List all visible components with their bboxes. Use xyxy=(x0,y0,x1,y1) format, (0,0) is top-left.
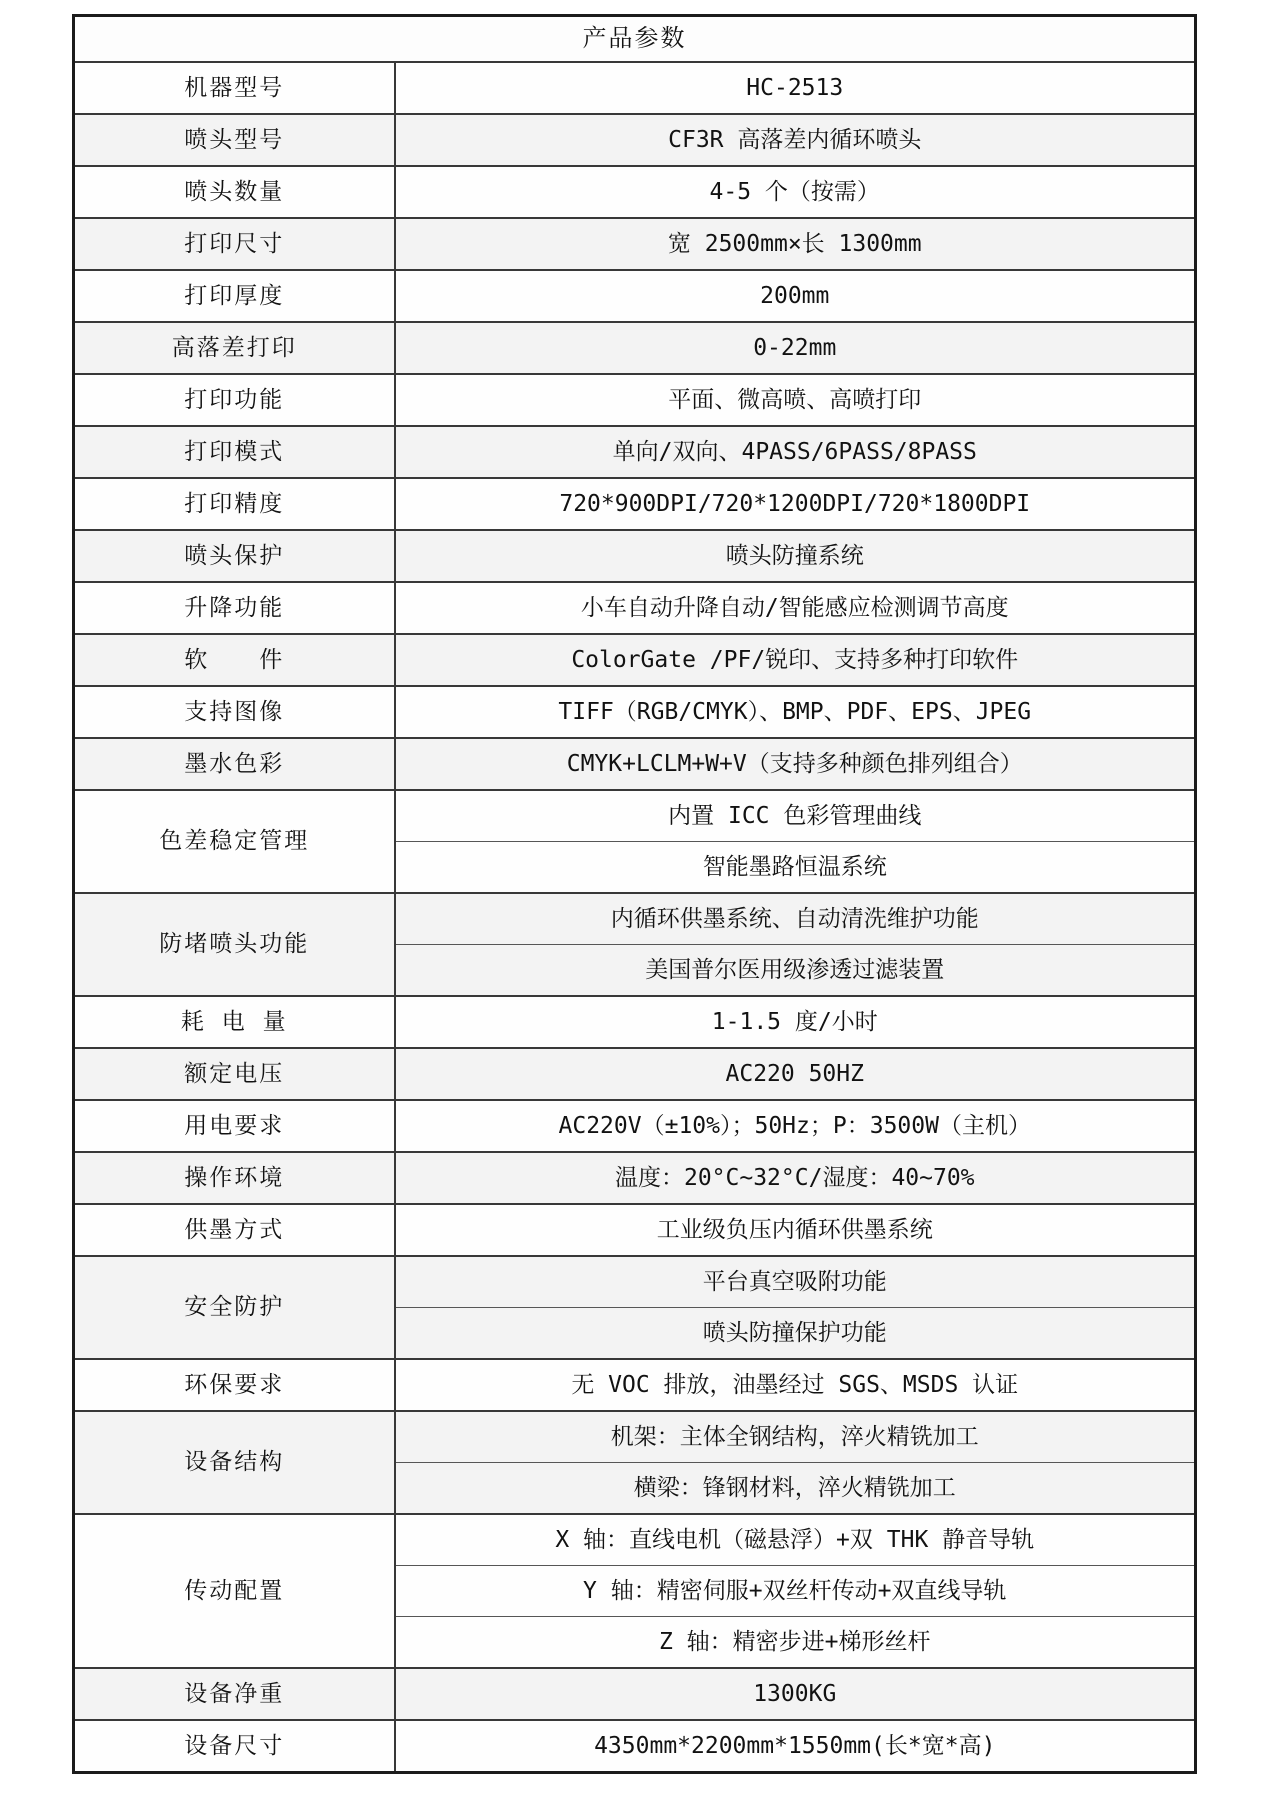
table-row xyxy=(74,478,1196,530)
spec-value-cell: 4350mm*2200mm*1550mm(长*宽*高) xyxy=(395,1720,1196,1773)
spec-label-cell: 设备净重 xyxy=(74,1668,395,1720)
spec-value-cell: 0-22mm xyxy=(395,322,1196,374)
spec-value-cell: 无 VOC 排放，油墨经过 SGS、MSDS 认证 xyxy=(395,1359,1196,1411)
table-row xyxy=(74,1720,1196,1773)
spec-value-cell: 横梁：锋钢材料，淬火精铣加工 xyxy=(395,1463,1196,1515)
spec-value-cell: TIFF（RGB/CMYK）、BMP、PDF、EPS、JPEG xyxy=(395,686,1196,738)
spec-value-cell: 内置 ICC 色彩管理曲线 xyxy=(395,790,1196,842)
table-row xyxy=(74,374,1196,426)
spec-value-cell: 4-5 个（按需） xyxy=(395,166,1196,218)
spec-label-cell: 喷头型号 xyxy=(74,114,395,166)
spec-label-cell: 打印厚度 xyxy=(74,270,395,322)
spec-label-cell: 用电要求 xyxy=(74,1100,395,1152)
table-row xyxy=(74,996,1196,1048)
table-row xyxy=(74,166,1196,218)
spec-label-cell: 设备结构 xyxy=(74,1411,395,1514)
spec-label-cell: 安全防护 xyxy=(74,1256,395,1359)
table-row xyxy=(74,1152,1196,1204)
spec-label-cell: 打印尺寸 xyxy=(74,218,395,270)
table-row xyxy=(74,582,1196,634)
spec-value-cell: Y 轴：精密伺服+双丝杆传动+双直线导轨 xyxy=(395,1566,1196,1617)
spec-label-cell: 墨水色彩 xyxy=(74,738,395,790)
spec-value-cell: AC220 50HZ xyxy=(395,1048,1196,1100)
table-row xyxy=(74,1256,1196,1308)
table-row xyxy=(74,1411,1196,1463)
table-row xyxy=(74,1359,1196,1411)
spec-value-cell: 智能墨路恒温系统 xyxy=(395,842,1196,894)
table-row xyxy=(74,62,1196,114)
spec-label-cell: 环保要求 xyxy=(74,1359,395,1411)
table-row xyxy=(74,634,1196,686)
spec-label-cell: 机器型号 xyxy=(74,62,395,114)
spec-value-cell: 喷头防撞保护功能 xyxy=(395,1308,1196,1360)
table-row xyxy=(74,686,1196,738)
spec-label-cell: 打印精度 xyxy=(74,478,395,530)
table-row xyxy=(74,1514,1196,1566)
spec-label-cell: 色差稳定管理 xyxy=(74,790,395,893)
spec-value-cell: HC-2513 xyxy=(395,62,1196,114)
spec-value-cell: 平面、微高喷、高喷打印 xyxy=(395,374,1196,426)
table-row xyxy=(74,1668,1196,1720)
spec-value-cell: CF3R 高落差内循环喷头 xyxy=(395,114,1196,166)
table-row xyxy=(74,1100,1196,1152)
table-row xyxy=(74,893,1196,945)
spec-label-cell: 喷头保护 xyxy=(74,530,395,582)
table-row xyxy=(74,270,1196,322)
spec-label-cell: 喷头数量 xyxy=(74,166,395,218)
spec-label-cell: 操作环境 xyxy=(74,1152,395,1204)
table-header-row xyxy=(74,16,1196,63)
spec-value-cell: AC220V（±10%）；50Hz；P：3500W（主机） xyxy=(395,1100,1196,1152)
table-row xyxy=(74,1204,1196,1256)
table-row xyxy=(74,114,1196,166)
table-row xyxy=(74,322,1196,374)
spec-value-cell: 机架：主体全钢结构，淬火精铣加工 xyxy=(395,1411,1196,1463)
spec-label-cell: 软 件 xyxy=(74,634,395,686)
spec-value-cell: 喷头防撞系统 xyxy=(395,530,1196,582)
spec-value-cell: 1300KG xyxy=(395,1668,1196,1720)
spec-label-cell: 设备尺寸 xyxy=(74,1720,395,1773)
spec-label-cell: 耗 电 量 xyxy=(74,996,395,1048)
table-row xyxy=(74,1048,1196,1100)
table-row xyxy=(74,426,1196,478)
spec-label-cell: 高落差打印 xyxy=(74,322,395,374)
spec-value-cell: X 轴：直线电机（磁悬浮）+双 THK 静音导轨 xyxy=(395,1514,1196,1566)
spec-value-cell: 工业级负压内循环供墨系统 xyxy=(395,1204,1196,1256)
spec-value-cell: 温度：20°C~32°C/湿度：40~70% xyxy=(395,1152,1196,1204)
spec-value-cell: 小车自动升降自动/智能感应检测调节高度 xyxy=(395,582,1196,634)
spec-value-cell: 200mm xyxy=(395,270,1196,322)
spec-label-cell: 打印模式 xyxy=(74,426,395,478)
spec-value-cell: ColorGate /PF/锐印、支持多种打印软件 xyxy=(395,634,1196,686)
spec-value-cell: 720*900DPI/720*1200DPI/720*1800DPI xyxy=(395,478,1196,530)
table-title: 产品参数 xyxy=(74,16,1196,63)
spec-value-cell: 内循环供墨系统、自动清洗维护功能 xyxy=(395,893,1196,945)
spec-value-cell: Z 轴：精密步进+梯形丝杆 xyxy=(395,1617,1196,1669)
spec-value-cell: 平台真空吸附功能 xyxy=(395,1256,1196,1308)
table-row xyxy=(74,530,1196,582)
spec-label-cell: 额定电压 xyxy=(74,1048,395,1100)
spec-label-cell: 支持图像 xyxy=(74,686,395,738)
spec-label-cell: 打印功能 xyxy=(74,374,395,426)
spec-label-cell: 传动配置 xyxy=(74,1514,395,1668)
spec-label-cell: 供墨方式 xyxy=(74,1204,395,1256)
spec-value-cell: 宽 2500mm×长 1300mm xyxy=(395,218,1196,270)
table-row xyxy=(74,790,1196,842)
spec-value-cell: 1-1.5 度/小时 xyxy=(395,996,1196,1048)
spec-table-body xyxy=(74,16,1196,1773)
spec-label-cell: 防堵喷头功能 xyxy=(74,893,395,996)
product-spec-table xyxy=(72,14,1197,1774)
spec-value-cell: CMYK+LCLM+W+V（支持多种颜色排列组合） xyxy=(395,738,1196,790)
spec-value-cell: 美国普尔医用级渗透过滤装置 xyxy=(395,945,1196,997)
table-row xyxy=(74,218,1196,270)
table-row xyxy=(74,738,1196,790)
spec-value-cell: 单向/双向、4PASS/6PASS/8PASS xyxy=(395,426,1196,478)
spec-label-cell: 升降功能 xyxy=(74,582,395,634)
